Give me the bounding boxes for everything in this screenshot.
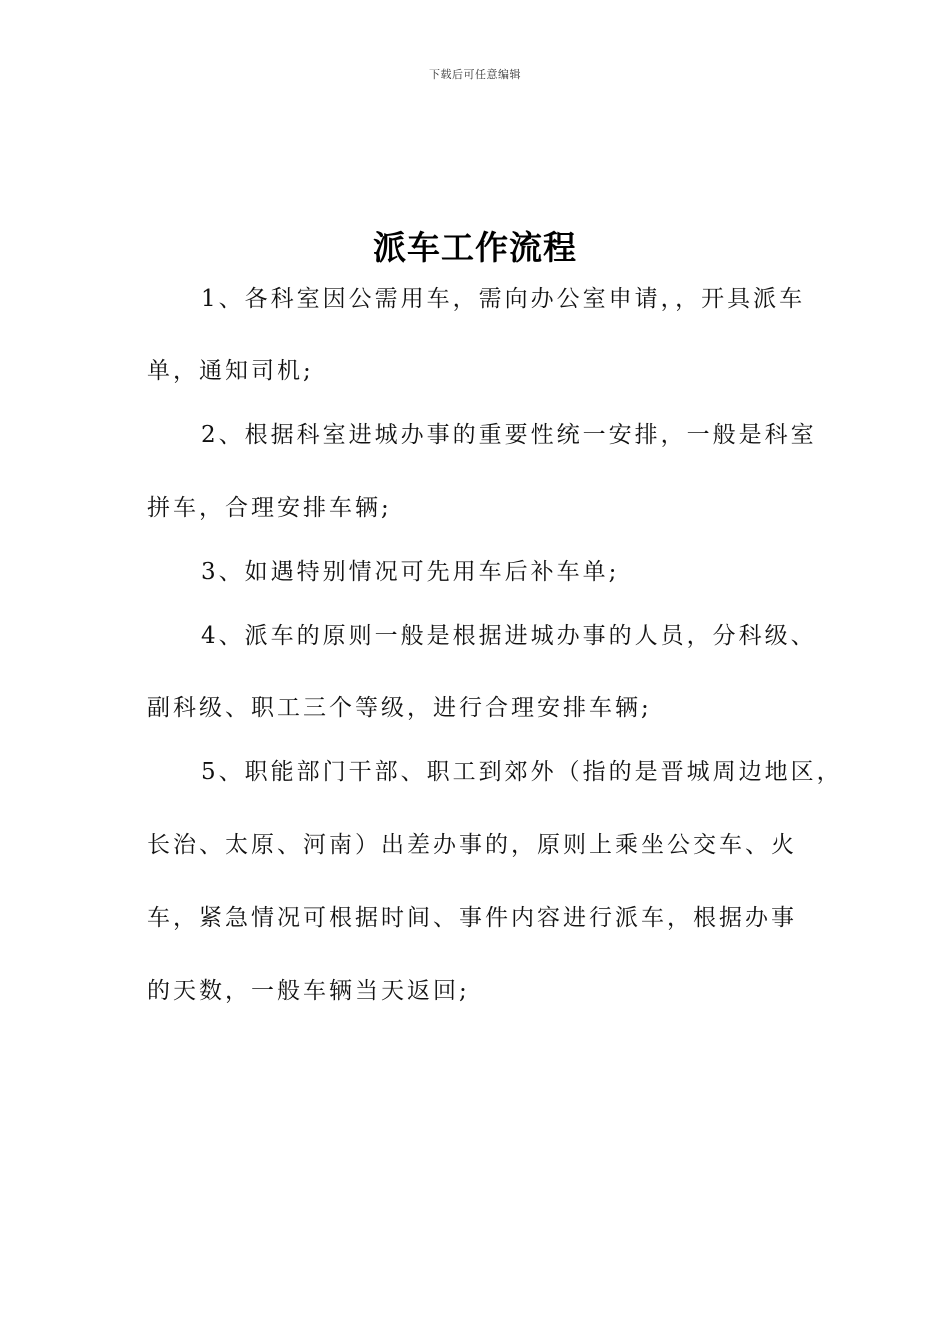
paragraph-5-line-4: 的天数，一般车辆当天返回;: [147, 978, 470, 1004]
paragraph-5-line-1: 5、职能部门干部、职工到郊外（指的是晋城周边地区，: [201, 759, 843, 785]
paragraph-3-line-1: 3、如遇特别情况可先用车后补车单;: [201, 559, 620, 585]
paragraph-4-line-1: 4、派车的原则一般是根据进城办事的人员，分科级、: [201, 623, 817, 649]
paragraph-1-line-2: 单，通知司机;: [147, 358, 314, 384]
document-title: 派车工作流程: [373, 228, 577, 267]
paragraph-5-line-2: 长治、太原、河南）出差办事的，原则上乘坐公交车、火: [147, 832, 797, 858]
paragraph-2-line-1: 2、根据科室进城办事的重要性统一安排，一般是科室: [201, 422, 817, 448]
paragraph-1-line-1: 1、各科室因公需用车，需向办公室申请，，开具派车: [201, 286, 806, 312]
paragraph-2-line-2: 拼车，合理安排车辆;: [147, 495, 392, 521]
header-note: 下载后可任意编辑: [429, 68, 521, 81]
paragraph-5-line-3: 车，紧急情况可根据时间、事件内容进行派车，根据办事: [147, 905, 797, 931]
paragraph-4-line-2: 副科级、职工三个等级，进行合理安排车辆;: [147, 695, 652, 721]
